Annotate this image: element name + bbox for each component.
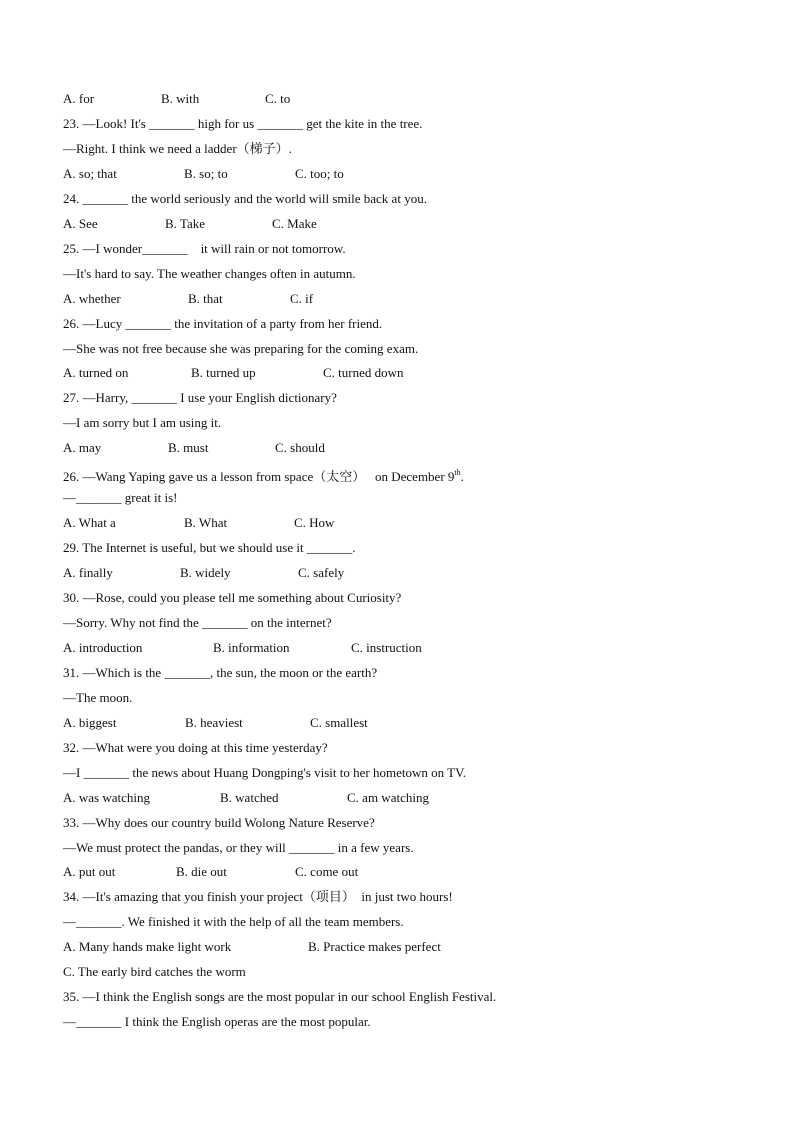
option-c: C. Make bbox=[272, 215, 317, 231]
question-text: 35. —I think the English songs are the most popular in our school English Festival. bbox=[63, 989, 497, 1005]
option-b: B. Practice makes perfect bbox=[308, 939, 441, 955]
question-text: —The moon. bbox=[63, 689, 133, 705]
option-c: C. turned down bbox=[323, 365, 404, 381]
option-b: B. widely bbox=[180, 565, 231, 581]
question-text: —_______ I think the English operas are the most popular. bbox=[63, 1014, 371, 1030]
option-a: A. biggest bbox=[63, 714, 117, 730]
question-text-main: 26. —Wang Yaping gave us a lesson from space（太空） on December 9 bbox=[63, 469, 455, 485]
option-c: C. too; to bbox=[295, 165, 344, 181]
option-a: A. What a bbox=[63, 515, 116, 531]
question-text: —It's hard to say. The weather changes often in autumn. bbox=[63, 265, 356, 281]
question-text: 29. The Internet is useful, but we should use it _______. bbox=[63, 540, 356, 556]
option-b: B. that bbox=[188, 290, 223, 306]
question-text-end: . bbox=[460, 469, 464, 485]
option-a: A. whether bbox=[63, 290, 121, 306]
option-b: B. Take bbox=[165, 215, 206, 231]
option-a: A. was watching bbox=[63, 789, 151, 805]
option-a: A. Many hands make light work bbox=[63, 939, 232, 955]
option-a: A. introduction bbox=[63, 639, 143, 655]
option-a: A. turned on bbox=[63, 365, 129, 381]
option-b: B. What bbox=[184, 515, 228, 531]
question-text: 24. _______ the world seriously and the world will smile back at you. bbox=[63, 190, 427, 206]
option-c: C. safely bbox=[298, 565, 345, 581]
question-text: 30. —Rose, could you please tell me something about Curiosity? bbox=[63, 590, 402, 605]
question-text: 26. —Lucy _______ the invitation of a party from her friend. bbox=[63, 315, 383, 331]
option-a: A. may bbox=[63, 440, 102, 456]
question-text: —I am sorry but I am using it. bbox=[63, 415, 222, 431]
question-text: 23. —Look! It's _______ high for us _______ get the kite in the tree. bbox=[63, 115, 423, 131]
option-b: B. die out bbox=[176, 864, 227, 880]
option-a: A. so; that bbox=[63, 165, 117, 181]
option-a: A. put out bbox=[63, 864, 116, 880]
option-c: C. instruction bbox=[351, 639, 422, 655]
option-c: C. to bbox=[265, 91, 291, 106]
question-text: —She was not free because she was preparing for the coming exam. bbox=[63, 340, 419, 356]
question-text: —_______ great it is! bbox=[63, 490, 178, 506]
question-text bbox=[63, 463, 464, 483]
option-c: C. should bbox=[275, 440, 325, 456]
question-text: 27. —Harry, _______ I use your English dictionary? bbox=[63, 390, 337, 406]
question-text: C. The early bird catches the worm bbox=[63, 964, 246, 980]
question-text: 32. —What were you doing at this time yesterday? bbox=[63, 739, 328, 755]
question-text: —I _______ the news about Huang Dongping's visit to her hometown on TV. bbox=[63, 764, 467, 780]
question-text: —Sorry. Why not find the _______ on the internet? bbox=[63, 614, 332, 630]
option-b: B. with bbox=[161, 91, 200, 106]
option-b: B. information bbox=[213, 639, 290, 655]
option-c: C. if bbox=[290, 290, 314, 306]
option-c: C. come out bbox=[295, 864, 359, 880]
option-a: A. for bbox=[63, 91, 95, 106]
option-b: B. watched bbox=[220, 789, 279, 805]
option-a: A. See bbox=[63, 215, 98, 231]
option-c: C. smallest bbox=[310, 714, 368, 730]
option-a: A. finally bbox=[63, 565, 113, 581]
question-text: 25. —I wonder_______ it will rain or not tomorrow. bbox=[63, 240, 346, 256]
option-b: B. heaviest bbox=[185, 714, 243, 730]
option-c: C. How bbox=[294, 515, 335, 531]
question-text: —We must protect the pandas, or they will _______ in a few years. bbox=[63, 839, 414, 855]
option-b: B. turned up bbox=[191, 365, 256, 381]
superscript-ordinal: th bbox=[454, 468, 461, 478]
question-text: —Right. I think we need a ladder（梯子）. bbox=[63, 140, 292, 156]
question-text: 31. —Which is the _______, the sun, the moon or the earth? bbox=[63, 664, 378, 680]
option-b: B. must bbox=[168, 440, 209, 456]
question-text: —_______. We finished it with the help of all the team members. bbox=[63, 914, 404, 930]
option-b: B. so; to bbox=[184, 165, 228, 181]
option-c: C. am watching bbox=[347, 789, 429, 805]
question-text: 34. —It's amazing that you finish your project（项目） in just two hours! bbox=[63, 889, 453, 905]
question-text: 33. —Why does our country build Wolong Nature Reserve? bbox=[63, 814, 375, 830]
